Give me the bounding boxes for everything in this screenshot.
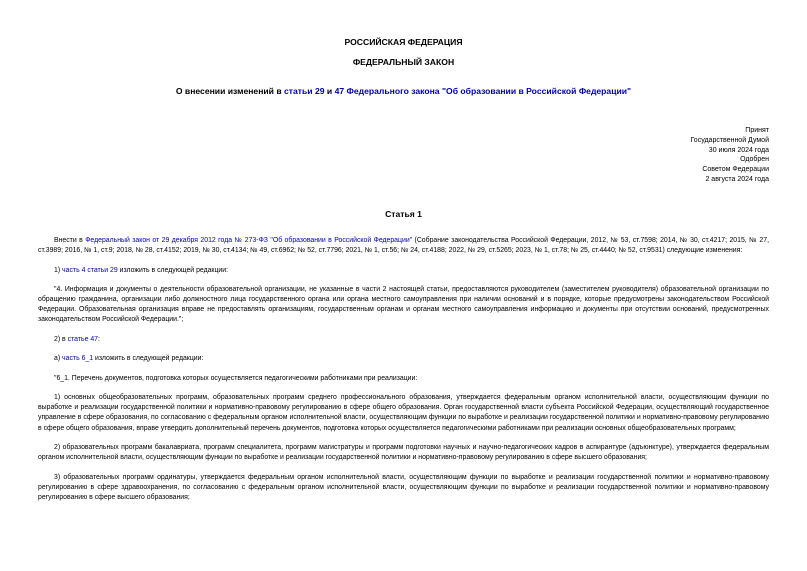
title-prefix: О внесении изменений в (175, 86, 285, 96)
link-federal-law[interactable]: Федерального закона "Об образовании в Российской Федерации" (346, 86, 632, 96)
approved-by: Советом Федерации (702, 166, 769, 174)
item-2 (38, 335, 769, 345)
law-type-heading: ФЕДЕРАЛЬНЫЙ ЗАКОН (352, 57, 455, 67)
adopted-label: Принят (745, 127, 769, 134)
adopted-date: 30 июля 2024 года (708, 146, 769, 154)
intro-suffix: (Собрание законодательства Российской Федерации, 2012, № 53, ст.7598; 2014, № 30, ст.4217; 2015, № 27, ст.3989; 2016, № 1, ст.9; 2018, № 28, ст.4152; 2019, № 30, ст.4134; № 49, ст.6962; № 52, ст.7796; 2021, № 1, ст.56; № 24, ст.4188; 2022, № 29, ст.5265; 2023, № 1, ст.78; № 25, ст.4440; № 52, ст.9531) следующие изменения: (38, 237, 770, 255)
approved-date: 2 августа 2024 года (705, 175, 769, 183)
item-1-suffix: изложить в следующей редакции: (117, 266, 229, 274)
item-2-prefix: 2) в (54, 335, 68, 343)
adoption-block (690, 126, 769, 185)
law-title (0, 86, 807, 96)
item-1-text: "4. Информация и документы о деятельности образовательной организации, не указанные в части 2 настоящей статьи, предоставляются руководителем (заместителем руководителя) образовательной организации по обращению гражданина, организации либо должностного лица государственного органа или органа местного самоуправления при наличии оснований и в порядке, которые предусмотрены законодательством Российской Федерации. Образовательная организация вправе не предоставлять организациям, государственным органам и органам местного самоуправления информацию и документы при отсутствии оснований, предусмотренных законодательством Российской Федерации."; (38, 286, 769, 324)
link-article-47[interactable]: 47 (334, 86, 345, 96)
subitem-3: 3) образовательных программ ординатуры, утверждается федеральным органом исполнительной власти, осуществляющим функции по выработке и реализации государственной политики и нормативно-правовому регулированию в сфере здравоохранения, по согласованию с федеральным органом исполнительной власти, осуществляющим функции по выработке и реализации государственной политики и нормативно-правовому регулированию в сфере высшего образования; (38, 473, 769, 501)
country-heading: РОССИЙСКАЯ ФЕДЕРАЦИЯ (344, 37, 463, 47)
intro-paragraph (38, 236, 769, 256)
item-2a-suffix: изложить в следующей редакции: (93, 355, 204, 363)
approved-label: Одобрен (740, 156, 769, 164)
article-body (38, 236, 769, 503)
link-part-6-1[interactable]: часть 6_1 (62, 355, 94, 363)
item-2a-text: "6_1. Перечень документов, подготовка которых осуществляется педагогическими работниками при реализации: (54, 374, 418, 382)
adopted-by: Государственной Думой (690, 136, 769, 144)
link-article-47-body[interactable]: статье 47 (67, 335, 98, 343)
link-law-273[interactable]: Федеральный закон от 29 декабря 2012 года № 273-ФЗ "Об образовании в Российской Федерации" (85, 237, 413, 244)
title-mid1: и (324, 86, 335, 96)
subitem-1: 1) основных общеобразовательных программ, образовательных программ среднего профессионального образования, утверждается федеральным органом исполнительной власти, осуществляющим функции по выработке и реализации государственной политики и нормативно-правовому регулированию в сфере общего образования. Орган государственной власти субъекта Российской Федерации, осуществляющий государственное управление в сфере образования, по согласованию с федеральным органом исполнительной власти, осуществляющим функции по выработке и реализации государственной политики и нормативно-правовому регулированию в сфере общего образования, вправе утвердить дополнительный перечень документов, подготовка которых осуществляется педагогическими работниками при реализации основных общеобразовательных программ; (38, 394, 769, 432)
item-1-prefix: 1) (54, 266, 63, 274)
intro-prefix: Внести в (54, 237, 86, 244)
item-2a (38, 354, 769, 364)
link-article-29[interactable]: статьи 29 (284, 86, 325, 96)
item-1 (38, 266, 769, 276)
link-part-4-article-29[interactable]: часть 4 статьи 29 (62, 266, 118, 274)
item-2a-prefix: а) (54, 355, 63, 363)
article-title: Статья 1 (385, 209, 422, 219)
subitem-2: 2) образовательных программ бакалавриата, программ специалитета, программ магистратуры и программ подготовки научных и научно-педагогических кадров в аспирантуре (адъюнктуре), утверждается федеральным органом исполнительной власти, осуществляющим функции по выработке и реализации государственной политики и нормативно-правовому регулированию в сфере высшего образования; (38, 444, 769, 462)
item-2-suffix: : (98, 335, 100, 343)
